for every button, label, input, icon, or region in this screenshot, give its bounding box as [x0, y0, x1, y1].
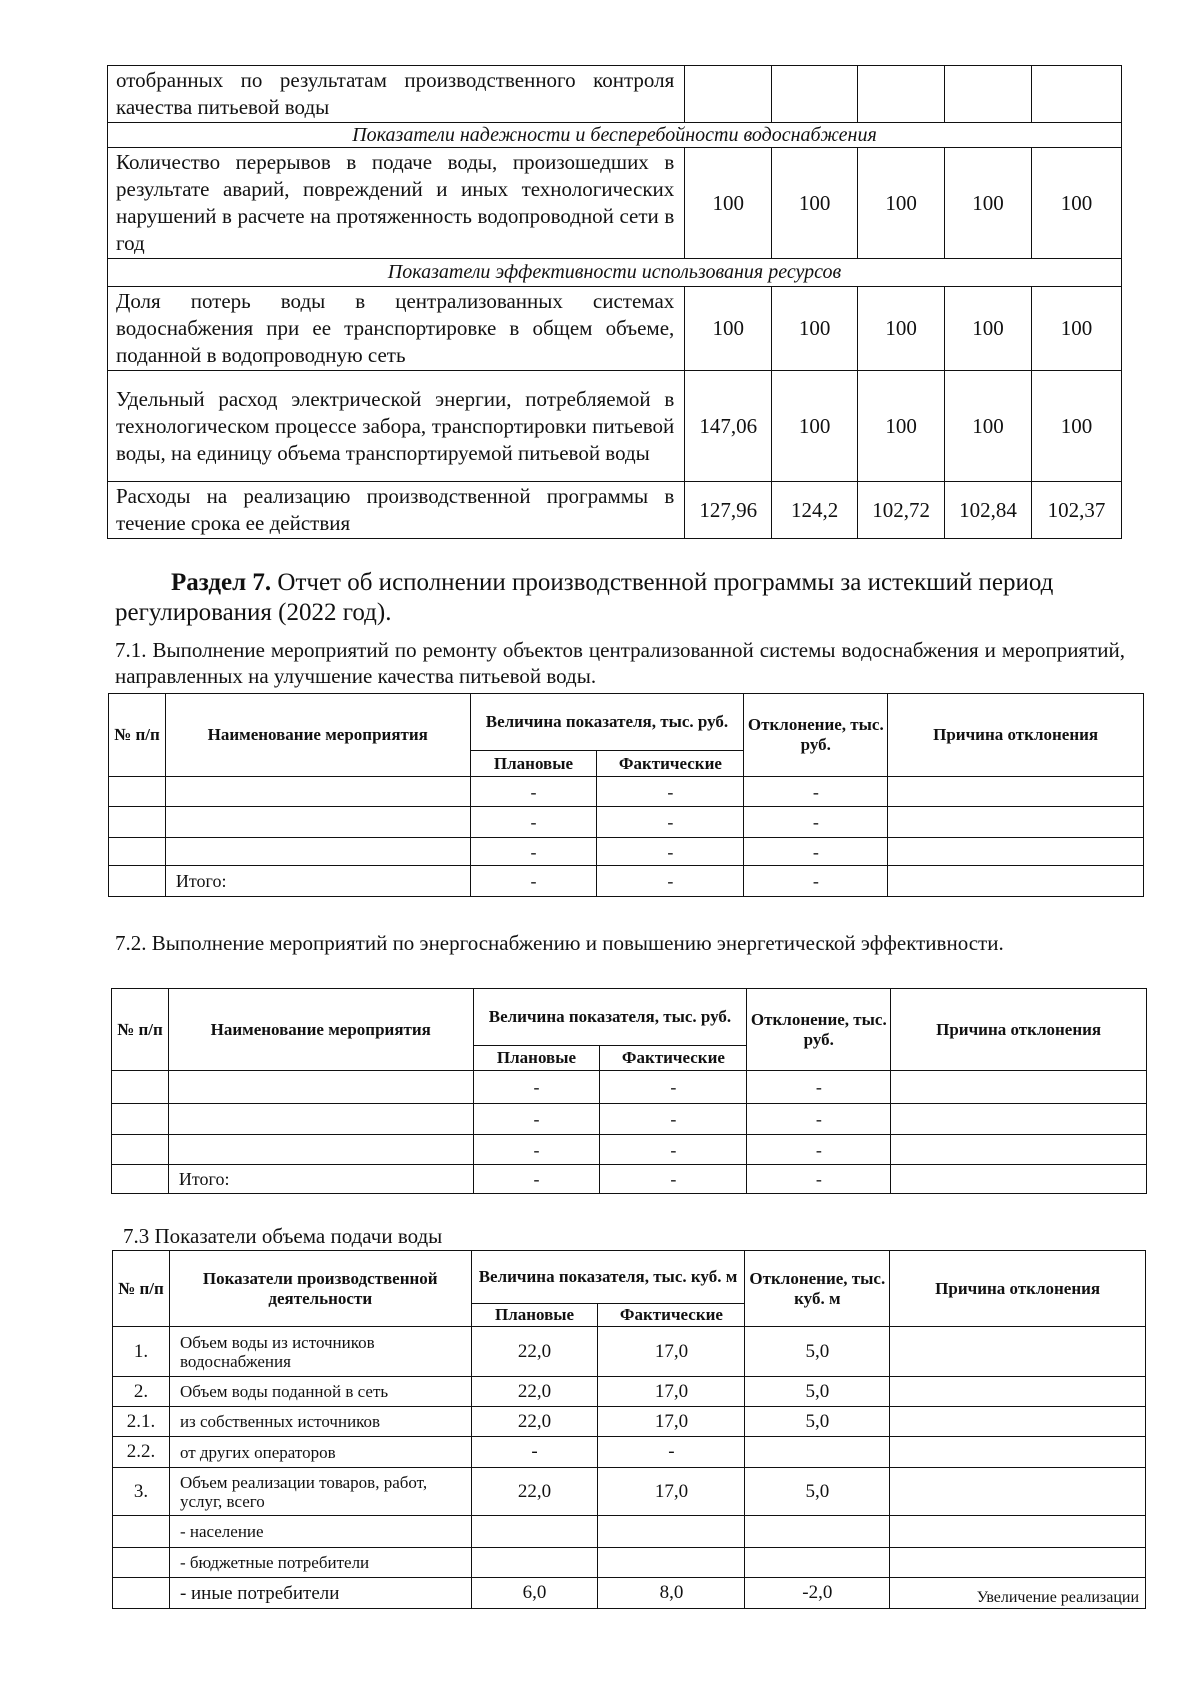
paragraph-7-3: 7.3 Показатели объема подачи воды: [123, 1224, 443, 1248]
section-reliability-title: Показатели надежности и бесперебойности водоснабжения: [108, 123, 1122, 148]
table-row: [108, 148, 1122, 259]
header-planned: Плановые: [473, 1046, 600, 1071]
total-label: Итого:: [165, 866, 470, 897]
value-cell: 102,84: [945, 482, 1032, 539]
actual-cell: -: [597, 807, 744, 838]
value-cell: 100: [685, 148, 772, 259]
indicator-name: Расходы на реализацию производственной программы в течение срока ее действия: [108, 482, 685, 539]
header-num: № п/п: [113, 1251, 170, 1327]
row-name: из собственных источников: [169, 1407, 471, 1437]
table-row: [113, 1468, 1146, 1516]
planned-cell: -: [470, 866, 597, 897]
indicator-name: отобранных по результатам производственного контроля качества питьевой воды: [108, 66, 685, 123]
value-cell: 102,72: [858, 482, 945, 539]
planned-cell: -: [473, 1165, 600, 1194]
reason-cell: [890, 1327, 1146, 1377]
row-num: 2.2.: [113, 1437, 170, 1468]
section-efficiency-title: Показатели эффективности использования ресурсов: [108, 259, 1122, 287]
table-row: [109, 777, 1144, 807]
actual-cell: 17,0: [598, 1377, 745, 1407]
header-reason: Причина отклонения: [891, 989, 1147, 1071]
row-name: - население: [169, 1516, 471, 1548]
table-row: [113, 1327, 1146, 1377]
value-cell: 127,96: [685, 482, 772, 539]
header-row: [112, 989, 1147, 1046]
table-row: [109, 807, 1144, 838]
actual-cell: [598, 1548, 745, 1578]
row-name: Объем воды поданной в сеть: [169, 1377, 471, 1407]
actual-cell: -: [600, 1135, 747, 1165]
table-row: [108, 482, 1122, 539]
actual-cell: 17,0: [598, 1468, 745, 1516]
planned-cell: -: [470, 777, 597, 807]
table-row: [113, 1437, 1146, 1468]
actual-cell: -: [600, 1071, 747, 1104]
header-actual: Фактические: [600, 1046, 747, 1071]
header-indicator: Показатели производственной деятельности: [169, 1251, 471, 1327]
actual-cell: -: [600, 1165, 747, 1194]
table-row: [113, 1377, 1146, 1407]
header-name: Наименование мероприятия: [165, 694, 470, 777]
header-deviation: Отклонение, тыс. руб.: [747, 989, 891, 1071]
planned-cell: -: [471, 1437, 598, 1468]
section-7-title: Отчет об исполнении производственной программы за истекший период регулирования (2022 год).: [115, 569, 1054, 626]
deviation-cell: -: [744, 777, 888, 807]
section-row: [108, 123, 1122, 148]
value-cell: 100: [772, 371, 858, 482]
table-row: [113, 1548, 1146, 1578]
header-row: [113, 1251, 1146, 1304]
value-cell: 100: [945, 287, 1032, 371]
table-row: [113, 1578, 1146, 1609]
table-row: [108, 66, 1122, 123]
row-num: [113, 1548, 170, 1578]
value-cell: 100: [858, 287, 945, 371]
row-num: 2.: [113, 1377, 170, 1407]
deviation-cell: [745, 1548, 890, 1578]
header-reason: Причина отклонения: [890, 1251, 1146, 1327]
row-name: Объем реализации товаров, работ, услуг, всего: [169, 1468, 471, 1516]
reason-cell: [890, 1407, 1146, 1437]
value-cell: 100: [945, 371, 1032, 482]
indicator-name: Доля потерь воды в централизованных системах водоснабжения при ее транспортировке в общем объеме, поданной в водопроводную сеть: [108, 287, 685, 371]
planned-cell: -: [473, 1135, 600, 1165]
value-cell: 100: [1032, 148, 1122, 259]
actual-cell: -: [600, 1104, 747, 1135]
planned-cell: -: [470, 807, 597, 838]
planned-cell: 6,0: [471, 1578, 598, 1609]
total-label: Итого:: [168, 1165, 473, 1194]
value-cell: 100: [858, 371, 945, 482]
header-planned: Плановые: [470, 751, 597, 777]
header-actual: Фактические: [597, 751, 744, 777]
section-7-heading: [115, 568, 1125, 628]
header-deviation: Отклонение, тыс. куб. м: [745, 1251, 890, 1327]
total-row: [109, 866, 1144, 897]
header-value: Величина показателя, тыс. руб.: [473, 989, 747, 1046]
indicator-name: Удельный расход электрической энергии, потребляемой в технологическом процессе забора, транспортировки питьевой воды, на единицу объема транспортируемой питьевой воды: [108, 371, 685, 482]
header-value: Величина показателя, тыс. руб.: [470, 694, 744, 751]
table-row: [108, 287, 1122, 371]
header-num: № п/п: [109, 694, 166, 777]
deviation-cell: -: [747, 1135, 891, 1165]
row-name: от других операторов: [169, 1437, 471, 1468]
value-cell: 100: [1032, 371, 1122, 482]
planned-cell: 22,0: [471, 1327, 598, 1377]
row-num: 3.: [113, 1468, 170, 1516]
header-planned: Плановые: [471, 1304, 598, 1327]
reason-cell: [890, 1548, 1146, 1578]
planned-cell: -: [470, 838, 597, 866]
actual-cell: -: [598, 1437, 745, 1468]
deviation-cell: -: [744, 838, 888, 866]
actual-cell: 17,0: [598, 1327, 745, 1377]
row-name: - иные потребители: [169, 1578, 471, 1609]
planned-cell: -: [473, 1071, 600, 1104]
planned-cell: -: [473, 1104, 600, 1135]
table-row: [108, 371, 1122, 482]
paragraph-7-2: 7.2. Выполнение мероприятий по энергоснабжению и повышению энергетической эффективности.: [115, 931, 1004, 955]
header-deviation: Отклонение, тыс. руб.: [744, 694, 888, 777]
deviation-cell: 5,0: [745, 1377, 890, 1407]
indicator-name: Количество перерывов в подаче воды, произошедших в результате аварий, повреждений и иных технологических нарушений в расчете на протяженность водопроводной сети в год: [108, 148, 685, 259]
reason-cell: [890, 1516, 1146, 1548]
actual-cell: 17,0: [598, 1407, 745, 1437]
planned-cell: [471, 1548, 598, 1578]
value-cell: 100: [1032, 287, 1122, 371]
indicators-table: [107, 65, 1122, 539]
value-cell: 100: [858, 148, 945, 259]
deviation-cell: [745, 1516, 890, 1548]
value-cell: 100: [685, 287, 772, 371]
value-cell: 147,06: [685, 371, 772, 482]
planned-cell: 22,0: [471, 1468, 598, 1516]
row-name: Объем воды из источников водоснабжения: [169, 1327, 471, 1377]
actual-cell: -: [597, 838, 744, 866]
header-row: [109, 694, 1144, 751]
table-row: [112, 1104, 1147, 1135]
deviation-cell: -: [744, 807, 888, 838]
table-row: [112, 1071, 1147, 1104]
value-cell: 124,2: [772, 482, 858, 539]
table-row: [112, 1135, 1147, 1165]
value-cell: 100: [772, 287, 858, 371]
actual-cell: [598, 1516, 745, 1548]
row-num: 1.: [113, 1327, 170, 1377]
value-cell: 102,37: [1032, 482, 1122, 539]
deviation-cell: -: [744, 866, 888, 897]
energy-table: [111, 988, 1147, 1194]
header-reason: Причина отклонения: [888, 694, 1144, 777]
header-actual: Фактические: [598, 1304, 745, 1327]
actual-cell: -: [597, 777, 744, 807]
total-row: [112, 1165, 1147, 1194]
deviation-cell: -: [747, 1165, 891, 1194]
deviation-cell: [745, 1437, 890, 1468]
planned-cell: 22,0: [471, 1377, 598, 1407]
section-7-label: Раздел 7.: [171, 569, 272, 596]
actual-cell: 8,0: [598, 1578, 745, 1609]
planned-cell: [471, 1516, 598, 1548]
row-num: 2.1.: [113, 1407, 170, 1437]
value-cell: 100: [945, 148, 1032, 259]
reason-cell: [890, 1437, 1146, 1468]
section-row: [108, 259, 1122, 287]
deviation-cell: 5,0: [745, 1407, 890, 1437]
table-row: [109, 838, 1144, 866]
row-name: - бюджетные потребители: [169, 1548, 471, 1578]
reason-cell: [890, 1468, 1146, 1516]
water-volume-table: [112, 1250, 1146, 1609]
table-row: [113, 1407, 1146, 1437]
actual-cell: -: [597, 866, 744, 897]
deviation-cell: 5,0: [745, 1327, 890, 1377]
value-cell: 100: [772, 148, 858, 259]
header-value: Величина показателя, тыс. куб. м: [471, 1251, 745, 1304]
row-num: [113, 1578, 170, 1609]
planned-cell: 22,0: [471, 1407, 598, 1437]
reason-cell: Увеличение реализации: [890, 1578, 1146, 1609]
deviation-cell: 5,0: [745, 1468, 890, 1516]
row-num: [113, 1516, 170, 1548]
repairs-table: [108, 693, 1144, 897]
paragraph-7-1: 7.1. Выполнение мероприятий по ремонту объектов централизованной системы водоснабжения и мероприятий, направленных на улучшение качества питьевой воды.: [115, 638, 1125, 688]
deviation-cell: -: [747, 1104, 891, 1135]
deviation-cell: -: [747, 1071, 891, 1104]
reason-cell: [890, 1377, 1146, 1407]
table-row: [113, 1516, 1146, 1548]
header-num: № п/п: [112, 989, 169, 1071]
deviation-cell: -2,0: [745, 1578, 890, 1609]
header-name: Наименование мероприятия: [168, 989, 473, 1071]
